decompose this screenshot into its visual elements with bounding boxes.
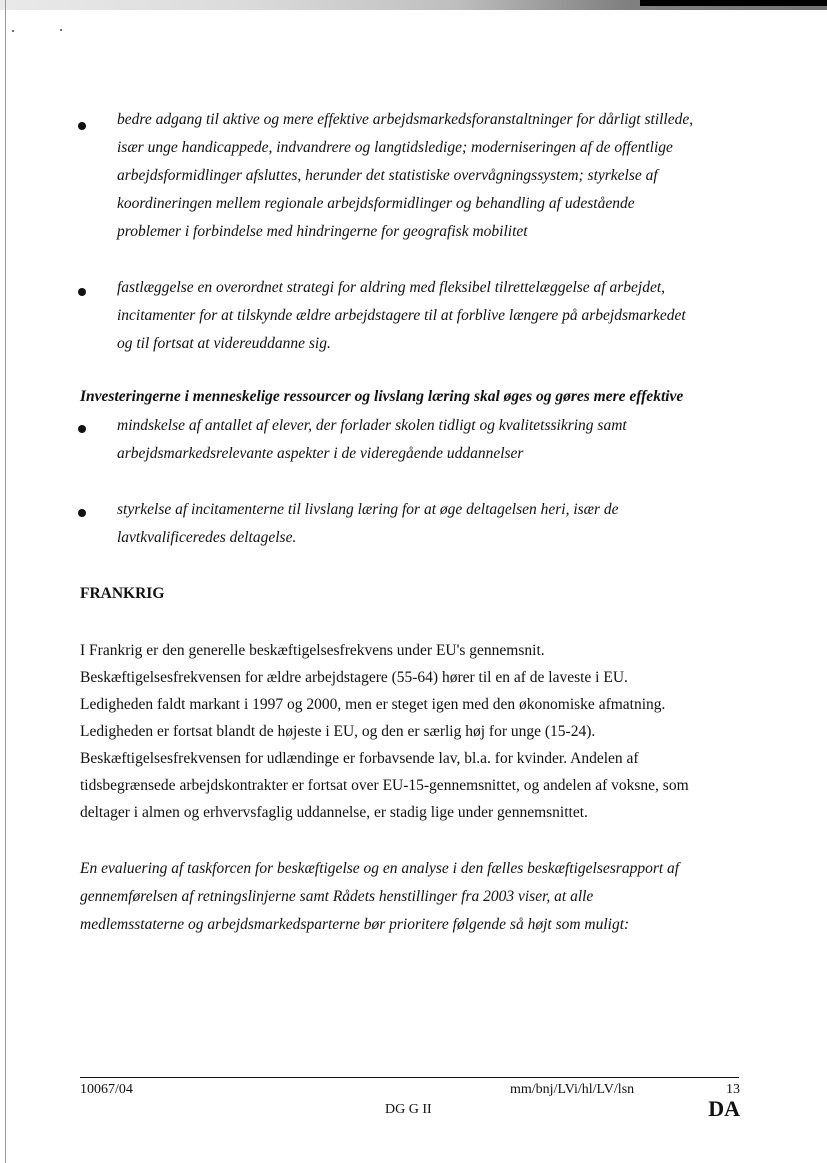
text-line: arbejdsmarkedsrelevante aspekter i de videregående uddannelser [117,445,524,462]
italic-paragraph [80,855,740,939]
text-line: tidsbegrænsede arbejdskontrakter er fortsat over EU-15-gennemsnittet, og andelen af voksne, som [80,777,689,794]
text-line: Ledigheden er fortsat blandt de højeste i EU, og den er særlig høj for unge (15-24). [80,723,596,740]
doc-initials: mm/bnj/LVi/hl/LV/lsn [510,1082,635,1097]
bullet-text [117,274,737,358]
dg-label: DG G II [385,1102,432,1117]
text-line: problemer i forbindelse med hindringerne for geografisk mobilitet [117,223,528,240]
text-line: medlemsstaterne og arbejdsmarkedsparterne bør prioritere følgende så højt som muligt: [80,916,630,933]
page-number: 13 [726,1082,740,1097]
text-line: mindskelse af antallet af elever, der forlader skolen tidligt og kvalitetssikring samt [117,417,627,434]
scan-left-edge [5,0,6,1163]
subheading: Investeringerne i menneskelige ressourcer og livslang læring skal øges og gøres mere effektive [80,388,684,405]
text-line: deltager i almen og erhvervsfaglig uddannelse, er stadig lige under gennemsnittet. [80,804,588,821]
text-line: Ledigheden faldt markant i 1997 og 2000, men er steget igen med den økonomiske afmatning. [80,696,666,713]
language-code: DA [708,1096,740,1121]
text-line: styrkelse af incitamenterne til livslang læring for at øge deltagelsen heri, især de [117,501,619,518]
bullet-dot [78,288,86,296]
body-paragraph [80,637,740,826]
scan-speck [12,30,14,32]
text-line: En evaluering af taskforcen for beskæftigelse og en analyse i den fælles beskæftigelsesrapport af [80,860,680,877]
section-title: FRANKRIG [80,585,165,602]
text-line: koordineringen mellem regionale arbejdsformidlinger og behandling af udestående [117,195,635,212]
text-line: lavtkvalificeredes deltagelse. [117,529,297,546]
text-line: Beskæftigelsesfrekvensen for udlændinge er forbavsende lav, bl.a. for kvinder. Andelen af [80,750,639,767]
footer-rule [80,1077,739,1078]
bullet-text [117,496,737,552]
text-line: især unge handicappede, indvandrere og langtidsledige; moderniseringen af de offentlige [117,139,673,156]
scan-speck [60,29,62,31]
bullet-dot [78,425,86,433]
bullet-text [117,106,737,246]
bullet-text [117,412,737,468]
text-line: bedre adgang til aktive og mere effektive arbejdsmarkedsforanstaltninger for dårligt stillede, [117,111,694,128]
text-line: incitamenter for at tilskynde ældre arbejdstagere til at forblive længere på arbejdsmarkedet [117,307,686,324]
text-line: gennemførelsen af retningslinjerne samt Rådets henstillinger fra 2003 viser, at alle [80,888,594,905]
scan-top-dark-band [640,0,827,6]
text-line: I Frankrig er den generelle beskæftigelsesfrekvens under EU's gennemsnit. [80,642,545,659]
text-line: arbejdsformidlinger afsluttes, herunder det statistiske overvågningssystem; styrkelse af [117,167,658,184]
doc-number: 10067/04 [80,1082,133,1097]
bullet-dot [78,509,86,517]
text-line: Beskæftigelsesfrekvensen for ældre arbejdstagere (55-64) hører til en af de laveste i EU. [80,669,628,686]
text-line: fastlæggelse en overordnet strategi for aldring med fleksibel tilrettelæggelse af arbejdet, [117,279,666,296]
bullet-dot [78,122,86,130]
text-line: og til fortsat at videreuddanne sig. [117,335,331,352]
